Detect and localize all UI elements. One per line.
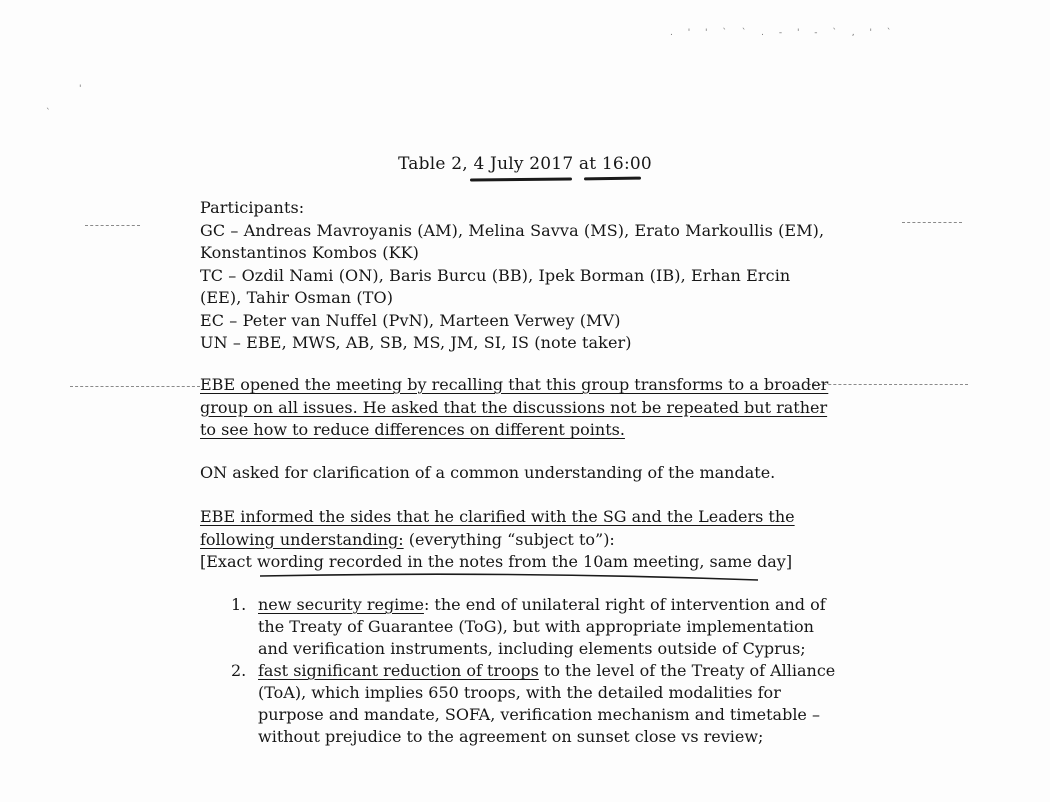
paragraph-understanding bbox=[200, 506, 840, 574]
list-item-text: to the level of the Treaty of Alliance (ToA), which implies 650 troops, with the detailed modalities for purpose and mandate, SOFA, verification mechanism and timetable – without prejudice to the agreement on sunset close vs review; bbox=[258, 661, 836, 746]
scan-speck-left-2: ` bbox=[46, 108, 51, 118]
participants-line-gc-cont: Konstantinos Kombos (KK) bbox=[200, 243, 420, 262]
document-title: Table 2, 4 July 2017 at 16:00 bbox=[398, 154, 652, 174]
scan-speck-left: ' bbox=[79, 84, 82, 94]
participants-line-tc-cont: (EE), Tahir Osman (TO) bbox=[200, 288, 394, 307]
participants-line-ec: EC – Peter van Nuffel (PvN), Marteen Verwey (MV) bbox=[200, 310, 621, 330]
list-item-number: 2. bbox=[231, 661, 247, 680]
list-item bbox=[228, 594, 848, 660]
handwritten-curve-underline bbox=[258, 571, 760, 583]
scan-mark-left-mid bbox=[70, 386, 200, 387]
title-handwritten-underline bbox=[584, 177, 641, 181]
paragraph-understanding-underlined: EBE informed the sides that he clarified with the SG and the Leaders the following understanding: bbox=[200, 507, 795, 549]
paragraph-opening: EBE opened the meeting by recalling that this group transforms to a broader group on all issues. He asked that the discussions not be repeated but rather to see how to reduce differences on different points. bbox=[200, 375, 829, 439]
list-item bbox=[228, 660, 848, 748]
understanding-list bbox=[228, 594, 848, 748]
paragraph-understanding-rest: (everything “subject to”): bbox=[403, 529, 615, 549]
scan-mark-right-top bbox=[902, 222, 962, 223]
participants-line-tc: TC – Ozdil Nami (ON), Baris Burcu (BB), Ipek Borman (IB), Erhan Ercin bbox=[200, 265, 791, 285]
title-handwritten-underline bbox=[470, 177, 572, 181]
scan-speck-top-right: . ' ' ` ` . - ' - ` , ' ` bbox=[670, 28, 898, 38]
paragraph-clarification-request: ON asked for clarification of a common understanding of the mandate. bbox=[200, 463, 776, 482]
list-item-lead: new security regime bbox=[258, 595, 424, 614]
list-item-lead: fast significant reduction of troops bbox=[258, 661, 539, 680]
paragraph-understanding-note: [Exact wording recorded in the notes from the 10am meeting, same day] bbox=[200, 552, 793, 571]
participants-line-gc: GC – Andreas Mavroyanis (AM), Melina Savva (MS), Erato Markoullis (EM), bbox=[200, 220, 825, 240]
participants-section bbox=[200, 197, 840, 355]
scan-mark-left-top bbox=[85, 225, 140, 226]
list-item-text: : the end of unilateral right of intervention and of the Treaty of Guarantee (ToG), but with appropriate implementation and verification instruments, including elements outside of Cyprus; bbox=[258, 595, 826, 658]
participants-line-un: UN – EBE, MWS, AB, SB, MS, JM, SI, IS (note taker) bbox=[200, 333, 632, 352]
list-item-number: 1. bbox=[231, 595, 247, 614]
participants-heading: Participants: bbox=[200, 198, 305, 217]
